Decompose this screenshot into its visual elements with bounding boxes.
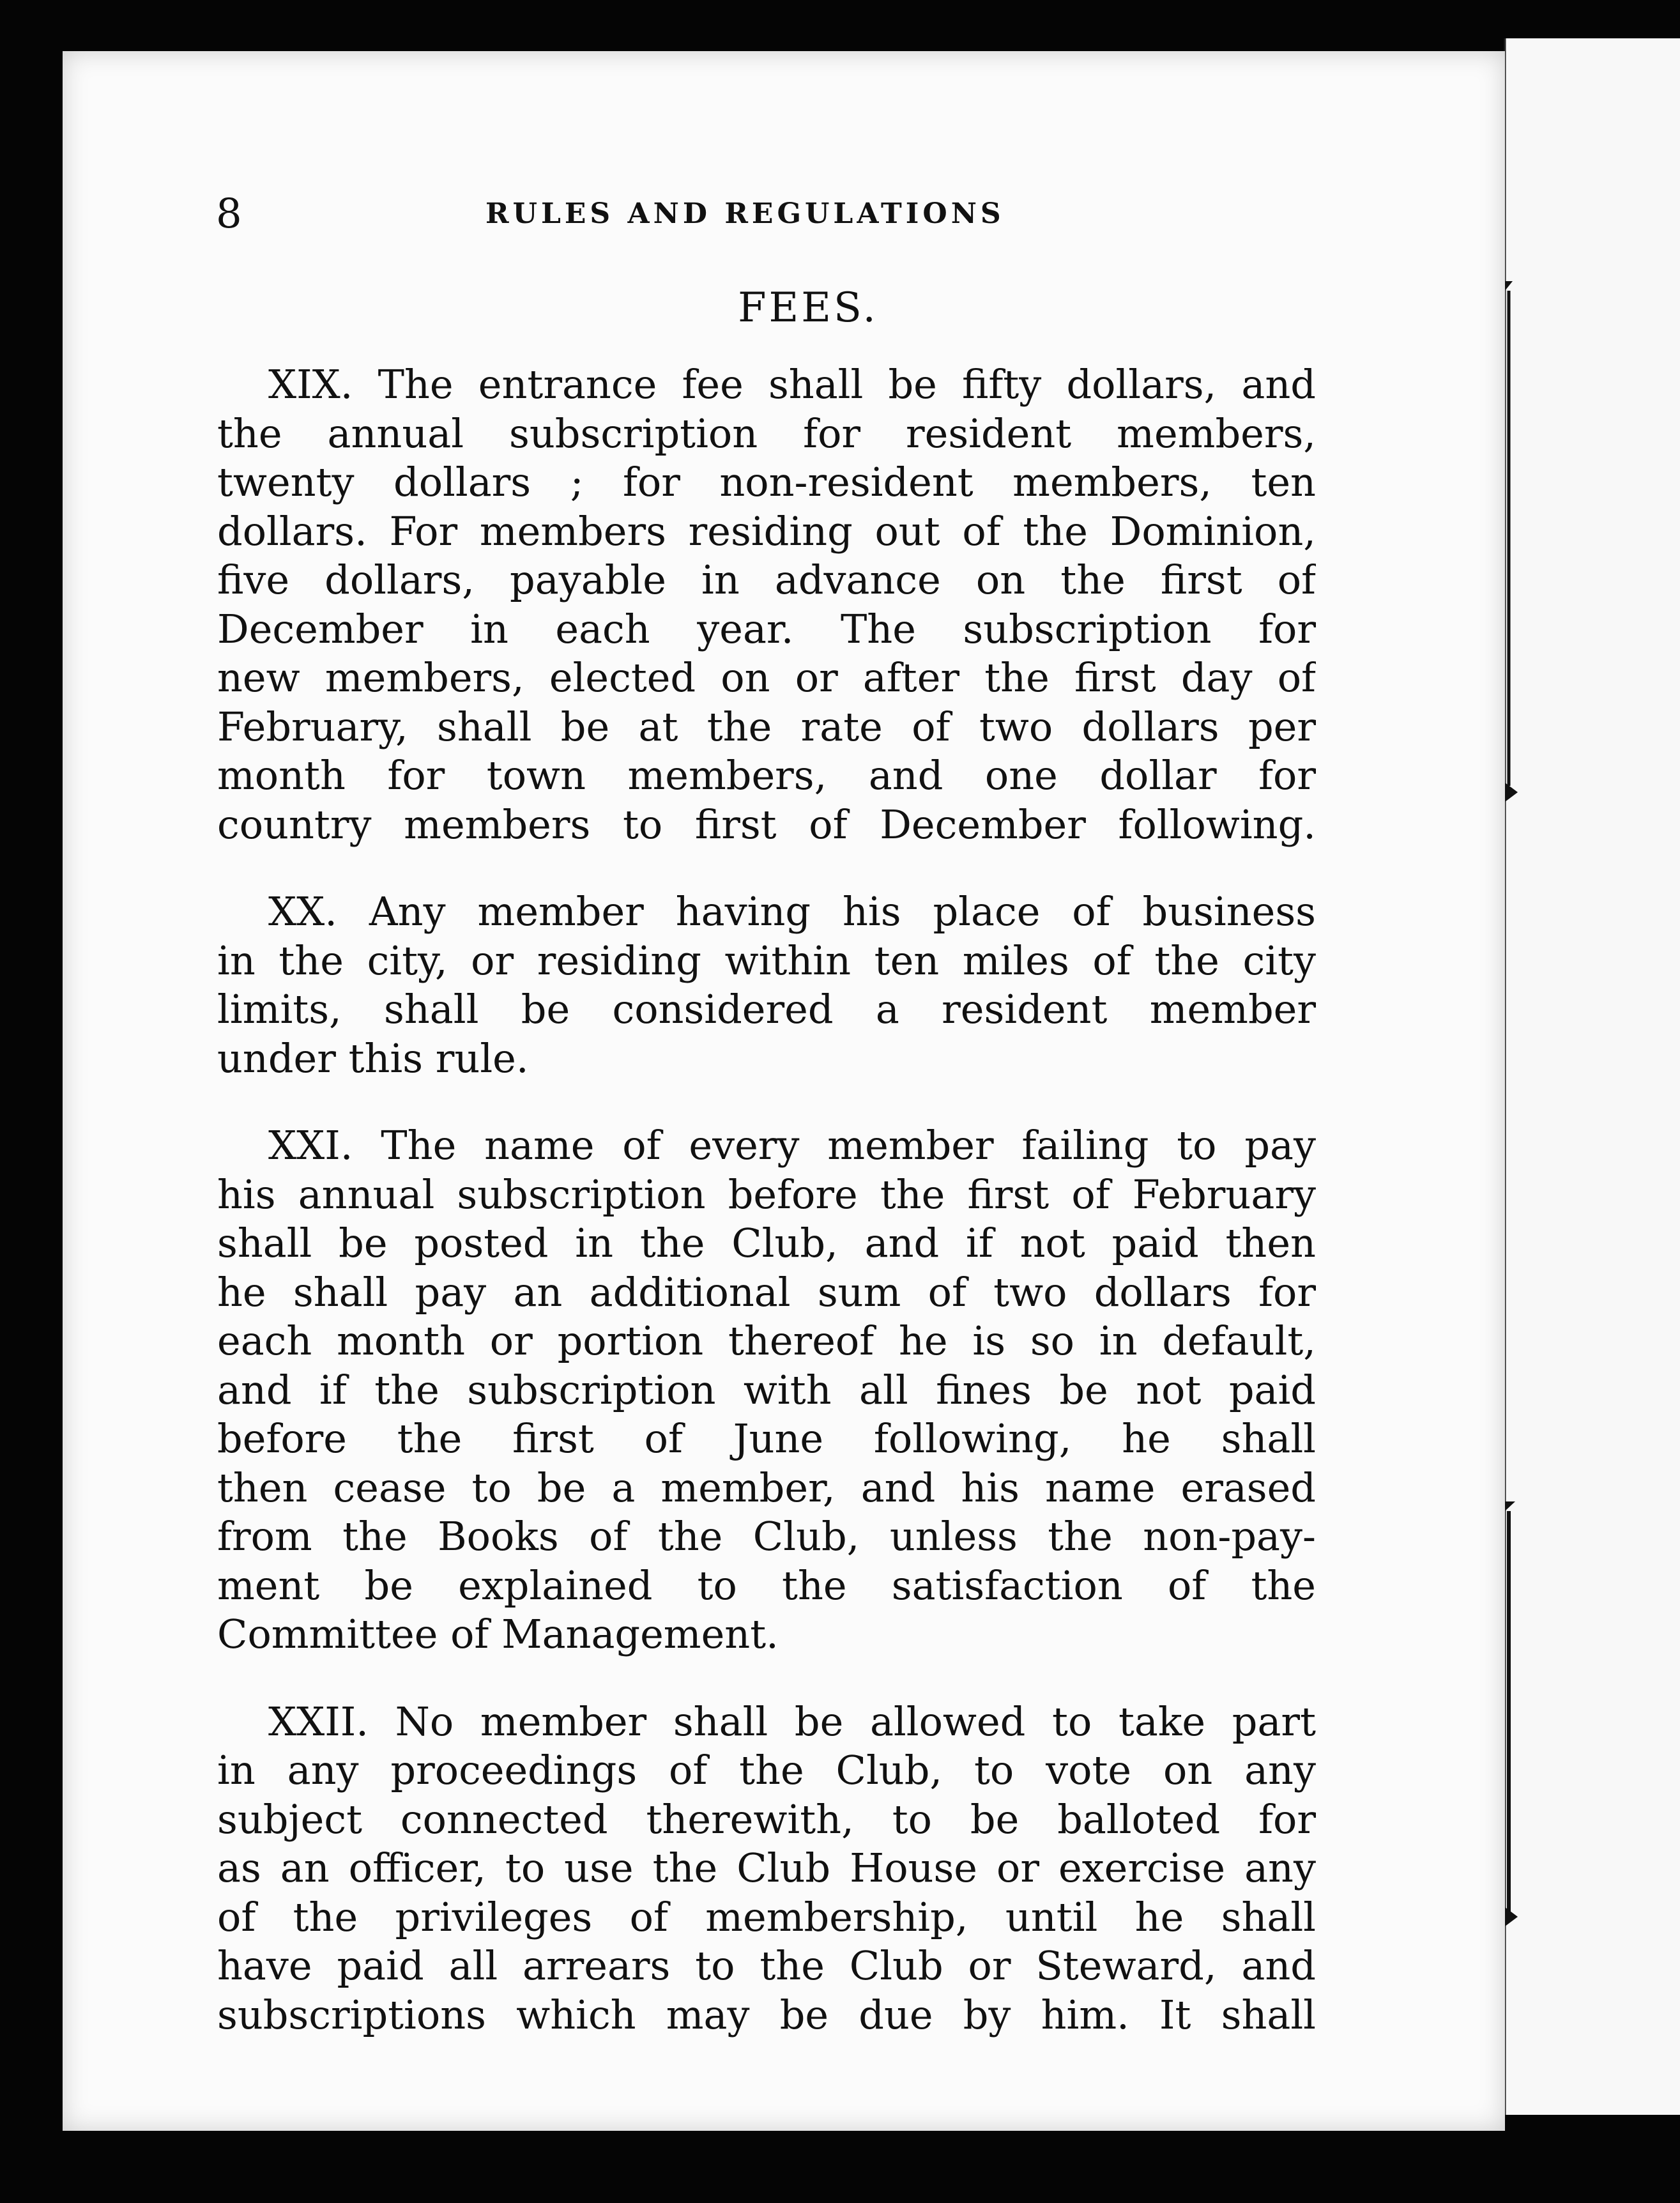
page-number: 8 (216, 190, 242, 238)
text-line: subscriptions which may be due by him. It shall (217, 1991, 1316, 2038)
facing-page-edge (1505, 38, 1680, 2115)
text-line: under this rule. (217, 1034, 529, 1082)
text-line: February, shall be at the rate of two dollars per (217, 703, 1316, 750)
page-text (217, 185, 1316, 2078)
text-line: month for town members, and one dollar for (217, 752, 1316, 799)
text-line: ment be explained to the satisfaction of the (217, 1562, 1316, 1609)
text-line: each month or portion thereof he is so in default, (217, 1317, 1316, 1364)
text-line: he shall pay an additional sum of two dollars for (217, 1268, 1316, 1316)
running-head (217, 185, 1316, 243)
text-line: in any proceedings of the Club, to vote on any (217, 1747, 1316, 1793)
running-header-title: RULES AND REGULATIONS (485, 197, 1005, 230)
text-line: before the first of June following, he shall (217, 1415, 1316, 1462)
text-line: December in each year. The subscription for (217, 605, 1316, 652)
text-line: Committee of Management. (217, 1611, 779, 1657)
text-line: twenty dollars ; for non-resident members, ten (217, 459, 1316, 505)
text-line: XXII. No member shall be allowed to take part (268, 1698, 1316, 1745)
rule-paragraph (217, 887, 1316, 1083)
text-line: five dollars, payable in advance on the first of (217, 557, 1316, 603)
text-line: subject connected therewith, to be balloted for (217, 1795, 1316, 1843)
rule-paragraph (217, 1121, 1316, 1659)
text-line: new members, elected on or after the first day of (217, 654, 1316, 701)
text-line: of the privileges of membership, until he shall (217, 1893, 1316, 1940)
text-line: from the Books of the Club, unless the non-pay- (217, 1513, 1316, 1560)
text-line: country members to first of December following. (217, 801, 1316, 848)
text-line: have paid all arrears to the Club or Steward, and (217, 1942, 1316, 1989)
text-line: shall be posted in the Club, and if not paid then (217, 1220, 1316, 1266)
text-line: in the city, or residing within ten miles of the city (217, 937, 1316, 984)
rule-paragraph (217, 360, 1316, 849)
rule-paragraph (217, 1698, 1316, 2040)
text-line: and if the subscription with all fines be not paid (217, 1366, 1316, 1413)
text-line: then cease to be a member, and his name erased (217, 1464, 1316, 1511)
text-line: limits, shall be considered a resident member (217, 986, 1316, 1032)
text-line: dollars. For members residing out of the Dominion, (217, 507, 1316, 555)
section-heading: FEES. (738, 284, 878, 332)
text-line: XXI. The name of every member failing to pay (268, 1122, 1316, 1169)
text-line: the annual subscription for resident members, (217, 410, 1316, 457)
text-line: XIX. The entrance fee shall be fifty dollars, and (268, 361, 1316, 408)
text-line: as an officer, to use the Club House or exercise any (217, 1845, 1316, 1891)
text-line: XX. Any member having his place of business (268, 888, 1316, 935)
text-line: his annual subscription before the first of February (217, 1171, 1316, 1218)
